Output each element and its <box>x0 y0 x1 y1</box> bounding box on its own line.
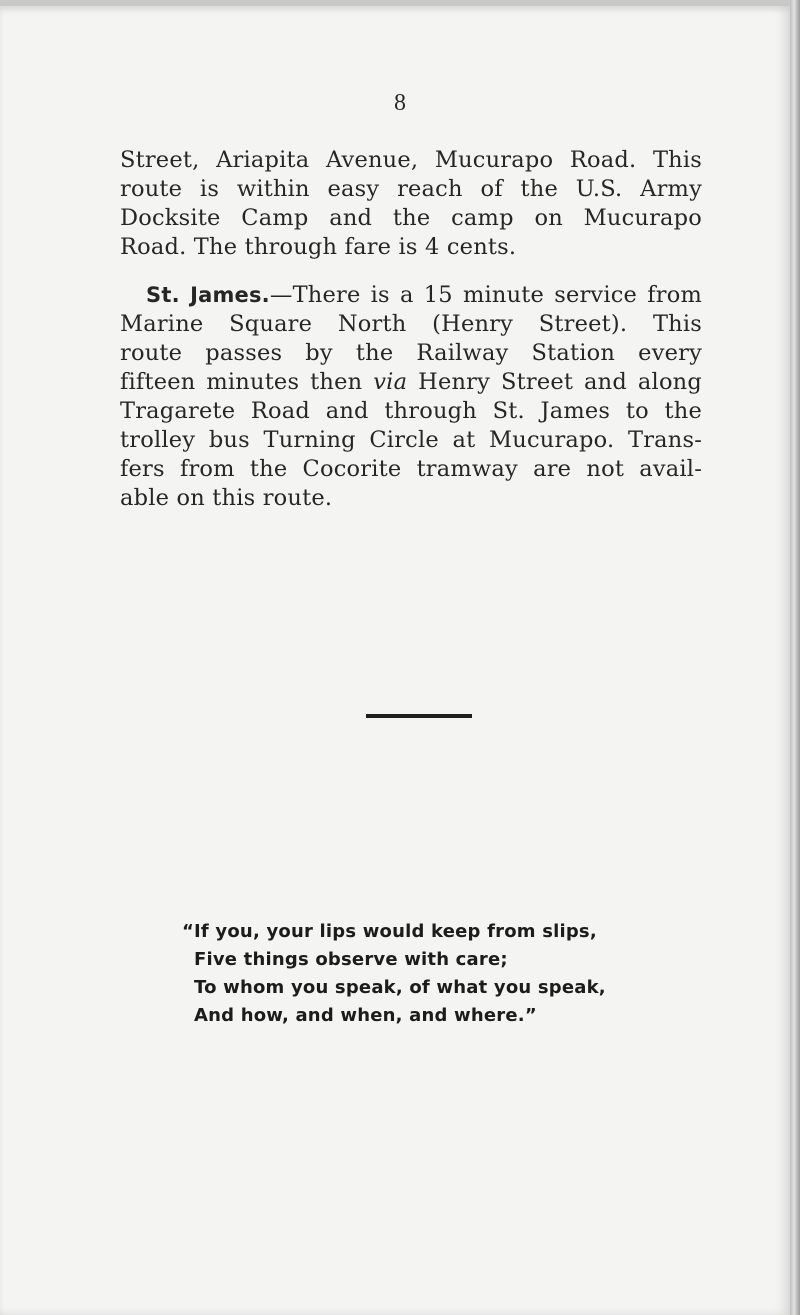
text-line: Marine Square North (Henry Street). This <box>120 311 702 337</box>
text-fragment: fifteen minutes then <box>120 369 374 395</box>
verse-line: And how, and when, and where.” <box>194 1005 537 1026</box>
verse-line: To whom you speak, of what you speak, <box>194 977 606 998</box>
text-line: Tragarete Road and through St. James to the <box>120 398 702 424</box>
section-heading-st-james: St. James. <box>146 283 270 307</box>
text-line: able on this route. <box>120 485 333 511</box>
text-line: route is within easy reach of the U.S. Army <box>120 176 702 202</box>
paragraph-st-james <box>120 281 702 513</box>
text-line: trolley bus Turning Circle at Mucurapo. Trans- <box>120 427 702 453</box>
text-line: fers from the Cocorite tramway are not avail- <box>120 456 702 482</box>
verse-line: Five things observe with care; <box>194 949 508 970</box>
show-through-text <box>122 526 712 1216</box>
page-number: 8 <box>394 90 406 116</box>
text-line: Street, Ariapita Avenue, Mucurapo Road. This <box>120 147 702 173</box>
italic-via: via <box>373 369 408 395</box>
text-line: Road. The through fare is 4 cents. <box>120 234 517 260</box>
verse-line: “If you, your lips would keep from slips, <box>182 921 597 942</box>
text-fragment: Henry Street and along <box>407 369 702 395</box>
text-line <box>120 368 702 397</box>
paragraph-route-continuation <box>120 146 702 262</box>
text-fragment: —There is a 15 minute service from <box>269 282 702 308</box>
text-line: Docksite Camp and the camp on Mucurapo <box>120 205 702 231</box>
text-line: route passes by the Railway Station every <box>120 340 702 366</box>
page-edge <box>790 0 800 1315</box>
text-line <box>120 281 702 310</box>
verse-quote <box>182 918 702 1030</box>
section-divider <box>366 714 472 718</box>
